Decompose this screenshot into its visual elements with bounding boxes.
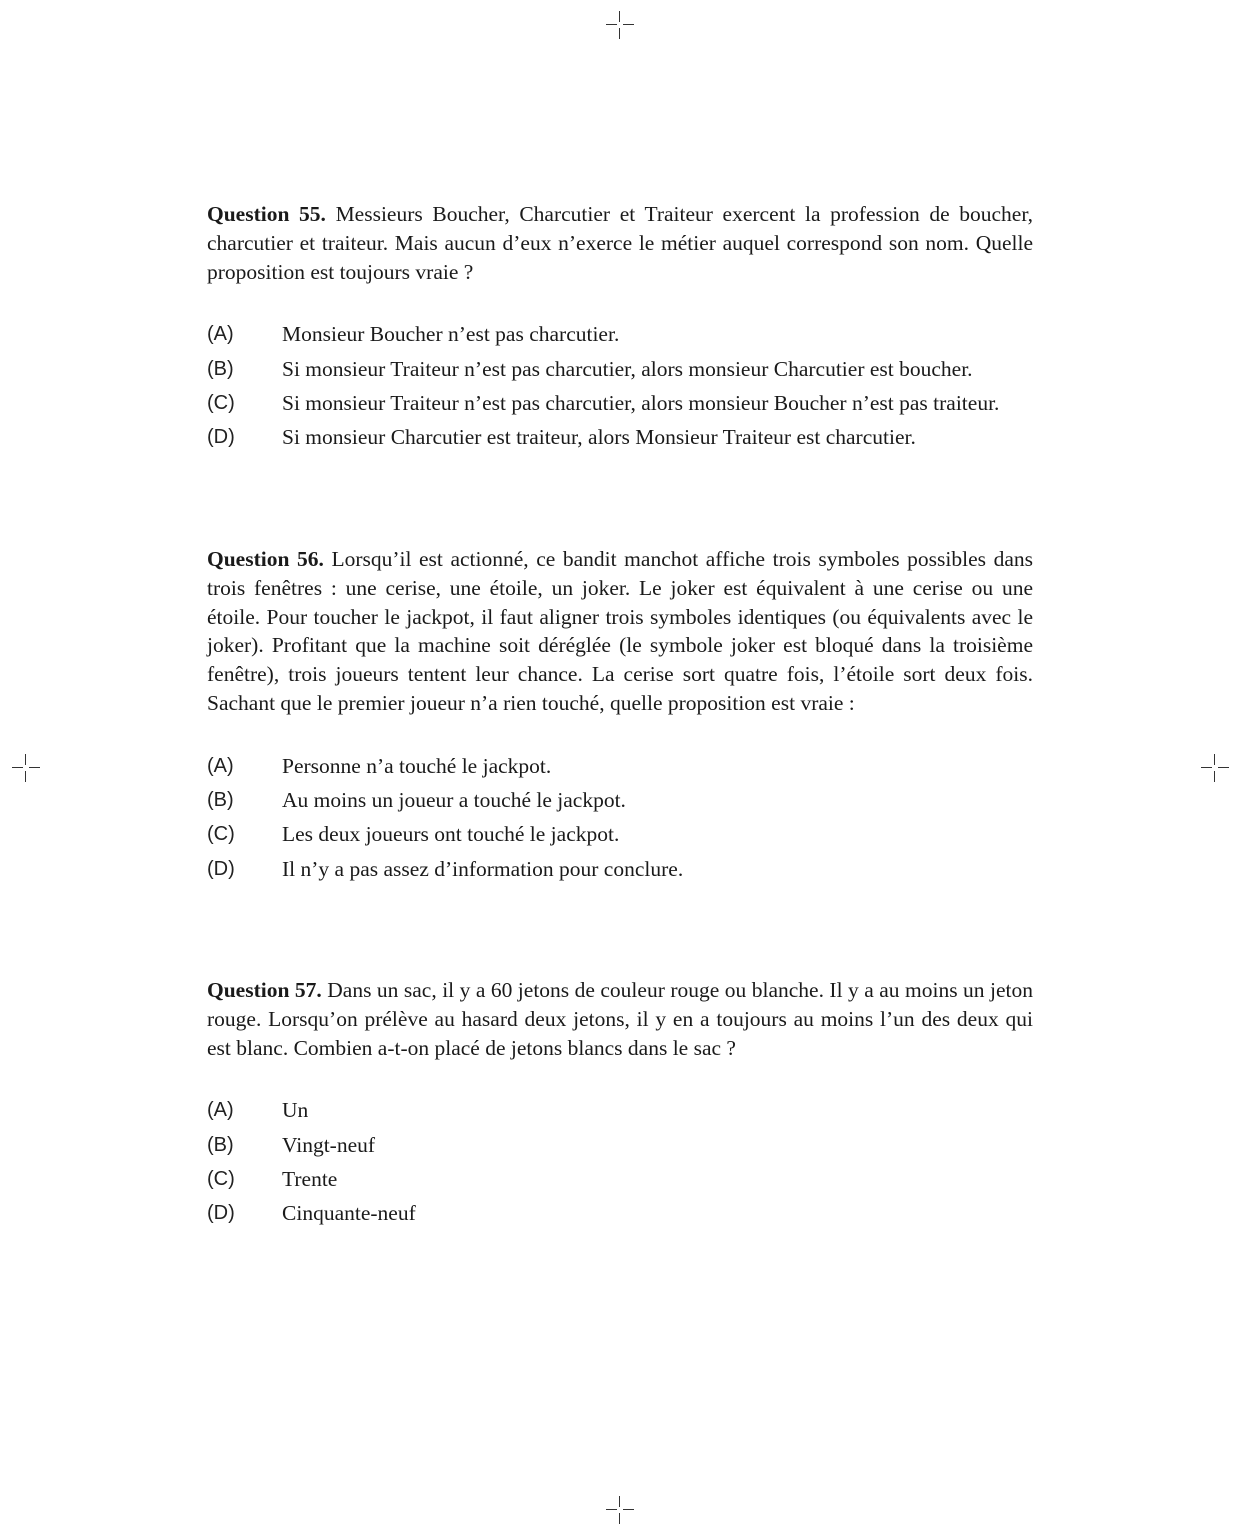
- option-letter: (C): [207, 391, 235, 414]
- option-letter: (B): [207, 789, 234, 812]
- option-b: [207, 786, 1033, 815]
- option-text: Trente: [282, 1166, 338, 1191]
- option-c: [207, 389, 1033, 418]
- option-text: Au moins un joueur a touché le jackpot.: [282, 788, 626, 813]
- option-letter: (D): [207, 857, 235, 880]
- option-a: [207, 1096, 1033, 1125]
- question-body: Messieurs Boucher, Charcutier et Traiteur exercent la profession de boucher, charcutier et traiteur. Mais aucun d’eux n’exerce le métier auquel correspond son nom. Quelle proposition est toujours vraie ?: [207, 202, 1033, 284]
- option-letter: (D): [207, 426, 235, 449]
- option-d: [207, 423, 1033, 452]
- option-letter: (C): [207, 823, 235, 846]
- option-text: Un: [282, 1098, 309, 1123]
- option-text: Les deux joueurs ont touché le jackpot.: [282, 822, 620, 847]
- option-text: Il n’y a pas assez d’information pour conclure.: [282, 856, 684, 881]
- crop-mark-top: [606, 11, 634, 39]
- option-letter: (D): [207, 1202, 235, 1225]
- option-text: Si monsieur Charcutier est traiteur, alors Monsieur Traiteur est charcutier.: [282, 425, 916, 450]
- option-b: [207, 1131, 1033, 1160]
- option-b: [207, 355, 1033, 384]
- option-a: [207, 752, 1033, 781]
- option-letter: (A): [207, 754, 234, 777]
- option-letter: (A): [207, 323, 234, 346]
- option-a: [207, 320, 1033, 349]
- crop-mark-bottom: [606, 1496, 634, 1524]
- question-label: Question 55.: [207, 202, 326, 226]
- option-c: [207, 820, 1033, 849]
- question-body: Lorsqu’il est actionné, ce bandit manchot affiche trois symboles possibles dans trois fenêtres : une cerise, une étoile, un joker. Le joker est équivalent à une cerise ou une étoile. Pour toucher le jackpot, il faut aligner trois symboles identiques (ou équivalents avec le joker). Profitant que la machine soit déréglée (le symbole joker est bloqué dans la troisième fenêtre), trois joueurs tentent leur chance. La cerise sort quatre fois, l’étoile sort deux fois. Sachant que le premier joueur n’a rien touché, quelle proposition est vraie :: [207, 547, 1033, 715]
- question-text: [207, 200, 1033, 286]
- option-letter: (A): [207, 1099, 234, 1122]
- question-label: Question 56.: [207, 547, 324, 571]
- question-57: [207, 976, 1033, 1234]
- option-d: [207, 1199, 1033, 1228]
- option-letter: (B): [207, 357, 234, 380]
- option-text: Cinquante-neuf: [282, 1201, 416, 1226]
- answer-options: [207, 320, 1033, 452]
- option-text: Vingt-neuf: [282, 1132, 376, 1157]
- answer-options: [207, 752, 1033, 884]
- crop-mark-right: [1201, 754, 1229, 782]
- option-text: Monsieur Boucher n’est pas charcutier.: [282, 322, 620, 347]
- option-text: Personne n’a touché le jackpot.: [282, 753, 552, 778]
- crop-mark-left: [12, 754, 40, 782]
- question-label: Question 57.: [207, 978, 322, 1002]
- question-body: Dans un sac, il y a 60 jetons de couleur rouge ou blanche. Il y a au moins un jeton rouge. Lorsqu’on prélève au hasard deux jetons, il y en a toujours au moins l’un des deux qui est blanc. Combien a-t-on placé de jetons blancs dans le sac ?: [207, 978, 1034, 1060]
- question-55: [207, 200, 1033, 458]
- option-letter: (C): [207, 1167, 235, 1190]
- option-text: Si monsieur Traiteur n’est pas charcutier, alors monsieur Boucher n’est pas traiteur.: [282, 390, 1000, 415]
- option-d: [207, 855, 1033, 884]
- question-56: [207, 545, 1033, 889]
- option-letter: (B): [207, 1133, 234, 1156]
- question-text: [207, 976, 1033, 1062]
- question-text: [207, 545, 1033, 718]
- option-text: Si monsieur Traiteur n’est pas charcutier, alors monsieur Charcutier est boucher.: [282, 356, 973, 381]
- answer-options: [207, 1096, 1033, 1228]
- option-c: [207, 1165, 1033, 1194]
